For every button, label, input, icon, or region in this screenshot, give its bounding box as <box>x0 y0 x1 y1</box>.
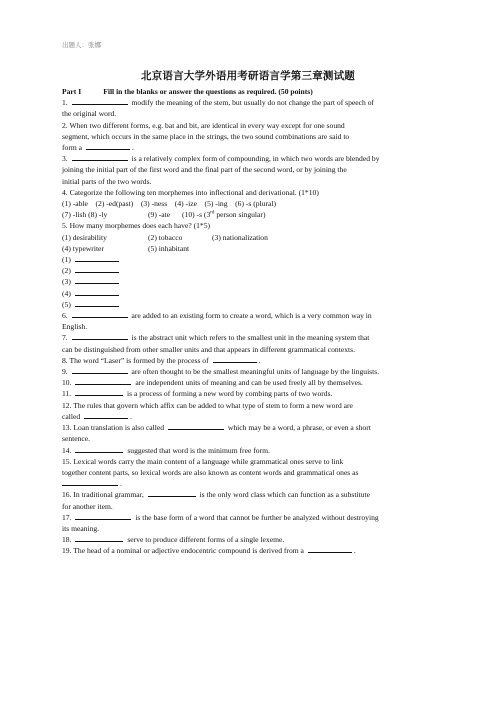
answer-blank[interactable] <box>72 97 128 105</box>
question-19: 19. The head of a nominal or adjective endocentric compound is derived from a . <box>62 546 356 556</box>
answer-blank[interactable] <box>75 276 119 284</box>
answer-blank[interactable] <box>148 489 196 497</box>
part-instruction: Fill in the blanks or answer the questions as required. (50 points) <box>103 87 313 96</box>
answer-blank[interactable] <box>72 310 128 318</box>
question-body <box>62 86 437 557</box>
question-15: 15. Lexical words carry the main content of a language while grammatical ones serve to link together content parts, so lexical words are also known as content words and grammatical ones as . <box>62 456 359 489</box>
question-8: 8. The word “Laser” is formed by the process of . <box>62 355 261 365</box>
question-1: 1. modify the meaning of the stem, but usually do not change the part of speech of the original word. <box>62 98 375 119</box>
answer-blank[interactable] <box>213 355 257 363</box>
answer-blank[interactable] <box>75 377 131 385</box>
question-3: 3. is a relatively complex form of compounding, in which two words are blended by joining the initial part of the first word and the final part of the second word, or by joining the initial parts of the two words. <box>62 154 380 186</box>
question-7: 7. is the abstract unit which refers to the smallest unit in the meaning system that can be distinguished from other smaller units and that appears in different grammatical contexts. <box>62 333 370 354</box>
question-18: 18. serve to produce different forms of a single lexeme. <box>62 535 285 545</box>
question-10: 10. are independent units of meaning and can be used freely all by themselves. <box>62 378 363 388</box>
question-2: 2. When two different forms, e.g. bat and bit, are identical in every way except for one sound segment, which occurs in the same place in the strings, the two sound combinations are said to form a . <box>62 120 350 153</box>
answer-blank[interactable] <box>75 388 123 396</box>
question-11: 11. is a process of forming a new word by combing parts of two words. <box>62 389 333 399</box>
answer-blank[interactable] <box>62 478 118 486</box>
question-9: 9. are often thought to be the smallest meaningful units of language by the linguists. <box>62 367 380 377</box>
question-6: 6. are added to an existing form to create a word, which is a very common way in English. <box>62 311 372 332</box>
question-4: 4. Categorize the following ten morphemes into inflectional and derivational. (1*10) (1) -able (2) -ed(past) (3) -ness (4) -ize (5) -ing (6) -s (plural) (7) -lish (8) -ly (9) -ate (10) -s (3rd person singular) <box>62 187 319 220</box>
question-17: 17. is the base form of a word that cannot be further be analyzed without destroying its meaning. <box>62 512 379 533</box>
answer-blank[interactable] <box>75 254 119 262</box>
author-note: 出题人：张娜 <box>62 42 101 49</box>
answer-blank[interactable] <box>168 422 224 430</box>
page-title: 北京语言大学外语用考研语言学第三章测试题 <box>141 71 355 82</box>
part-label: Part I <box>62 87 82 96</box>
answer-blank[interactable] <box>72 366 128 374</box>
answer-blank[interactable] <box>84 411 128 419</box>
answer-blank[interactable] <box>308 545 352 553</box>
part-heading <box>62 86 437 97</box>
answer-blank[interactable] <box>75 445 123 453</box>
answer-blank[interactable] <box>75 512 131 520</box>
answer-blank[interactable] <box>86 142 130 150</box>
answer-blank[interactable] <box>75 299 119 307</box>
answer-blank[interactable] <box>72 332 128 340</box>
answer-blank[interactable] <box>75 288 119 296</box>
question-12: 12. The rules that govern which affix can be added to what type of stem to form a new word are called . <box>62 400 353 421</box>
question-14: 14. suggested that word is the minimum free form. <box>62 445 270 455</box>
question-5: 5. How many morphemes does each have? (1*5) (1) desirability (2) tobacco (3) nationalization (4) typewriter (5) inhabitant (1) (2) (3) (4) (5) <box>62 221 268 309</box>
answer-blank[interactable] <box>72 153 128 161</box>
answer-blank[interactable] <box>75 265 119 273</box>
question-13: 13. Loan translation is also called which may be a word, a phrase, or even a short sentence. <box>62 423 371 444</box>
answer-blank[interactable] <box>75 534 123 542</box>
question-16: 16. In traditional grammar, is the only word class which can function as a substitute for another item. <box>62 490 370 511</box>
